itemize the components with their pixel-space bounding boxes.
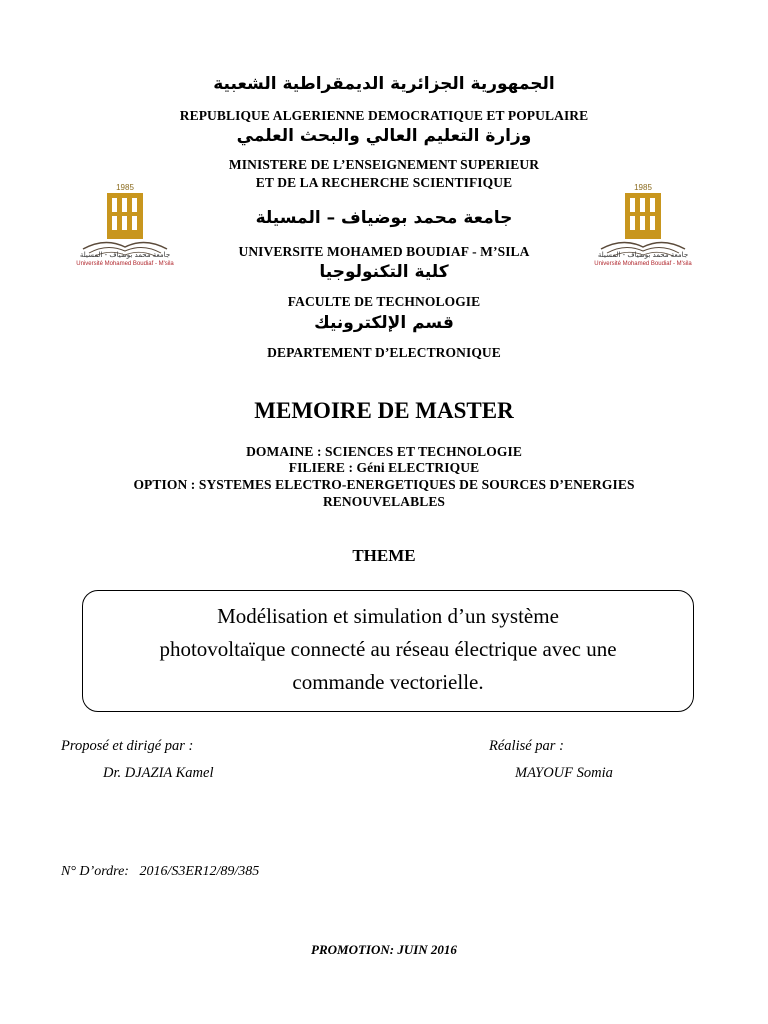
- republic-french: REPUBLIQUE ALGERIENNE DEMOCRATIQUE ET POPULAIRE: [179, 108, 589, 123]
- supervisor-name: Dr. DJAZIA Kamel: [103, 765, 214, 781]
- theme-label: THEME: [352, 546, 416, 565]
- domaine-line: DOMAINE : SCIENCES ET TECHNOLOGIE: [246, 444, 522, 459]
- university-logo-right: [573, 183, 713, 273]
- theme-box: [82, 590, 694, 712]
- logo-caption-arabic: جامعة محمد بوضياف - المسيلة: [597, 251, 689, 259]
- faculty-arabic: كلية التكنولوجيا: [319, 262, 449, 282]
- theme-line: commande vectorielle.: [292, 670, 484, 694]
- author-label: Réalisé par :: [489, 738, 564, 754]
- document-title: MEMOIRE DE MASTER: [254, 398, 514, 423]
- logo-caption-arabic: جامعة محمد بوضياف - المسيلة: [79, 251, 171, 259]
- author-name: MAYOUF Somia: [515, 765, 613, 781]
- logo-year: 1985: [116, 183, 134, 192]
- logo-caption-french: Université Mohamed Boudiaf - M'sila: [76, 261, 174, 267]
- republic-arabic: الجمهورية الجزائرية الديمقراطية الشعبية: [213, 74, 555, 94]
- order-label: N° D’ordre:: [61, 864, 129, 879]
- supervisor-label: Proposé et dirigé par :: [61, 738, 194, 754]
- theme-line: photovoltaïque connecté au réseau électrique avec une: [159, 637, 617, 661]
- university-emblem-icon: [55, 189, 195, 259]
- university-french: UNIVERSITE MOHAMED BOUDIAF - M’SILA: [238, 244, 530, 259]
- option-line1: OPTION : SYSTEMES ELECTRO-ENERGETIQUES DE SOURCES D’ENERGIES: [133, 477, 635, 492]
- ministry-french-line1: MINISTERE DE L’ENSEIGNEMENT SUPERIEUR: [228, 157, 540, 172]
- logo-caption-french: Université Mohamed Boudiaf - M'sila: [594, 261, 692, 267]
- ministry-arabic: وزارة التعليم العالي والبحث العلمي: [236, 126, 532, 146]
- promotion: PROMOTION: JUIN 2016: [311, 942, 457, 957]
- logo-year: 1985: [634, 183, 652, 192]
- university-arabic: جامعة محمد بوضياف – المسيلة: [255, 208, 513, 228]
- department-arabic: قسم الإلكترونيك: [314, 313, 454, 333]
- option-line2: RENOUVELABLES: [322, 494, 446, 509]
- filiere-line: FILIERE : Géni ELECTRIQUE: [288, 460, 480, 475]
- university-logo-left: [55, 183, 195, 273]
- university-emblem-icon: [573, 189, 713, 259]
- theme-line: Modélisation et simulation d’un système: [217, 604, 559, 628]
- order-value: 2016/S3ER12/89/385: [139, 864, 260, 879]
- order-number: [61, 864, 259, 880]
- ministry-french-line2: ET DE LA RECHERCHE SCIENTIFIQUE: [255, 175, 513, 190]
- department-french: DEPARTEMENT D’ELECTRONIQUE: [267, 345, 501, 360]
- faculty-french: FACULTE DE TECHNOLOGIE: [287, 294, 481, 309]
